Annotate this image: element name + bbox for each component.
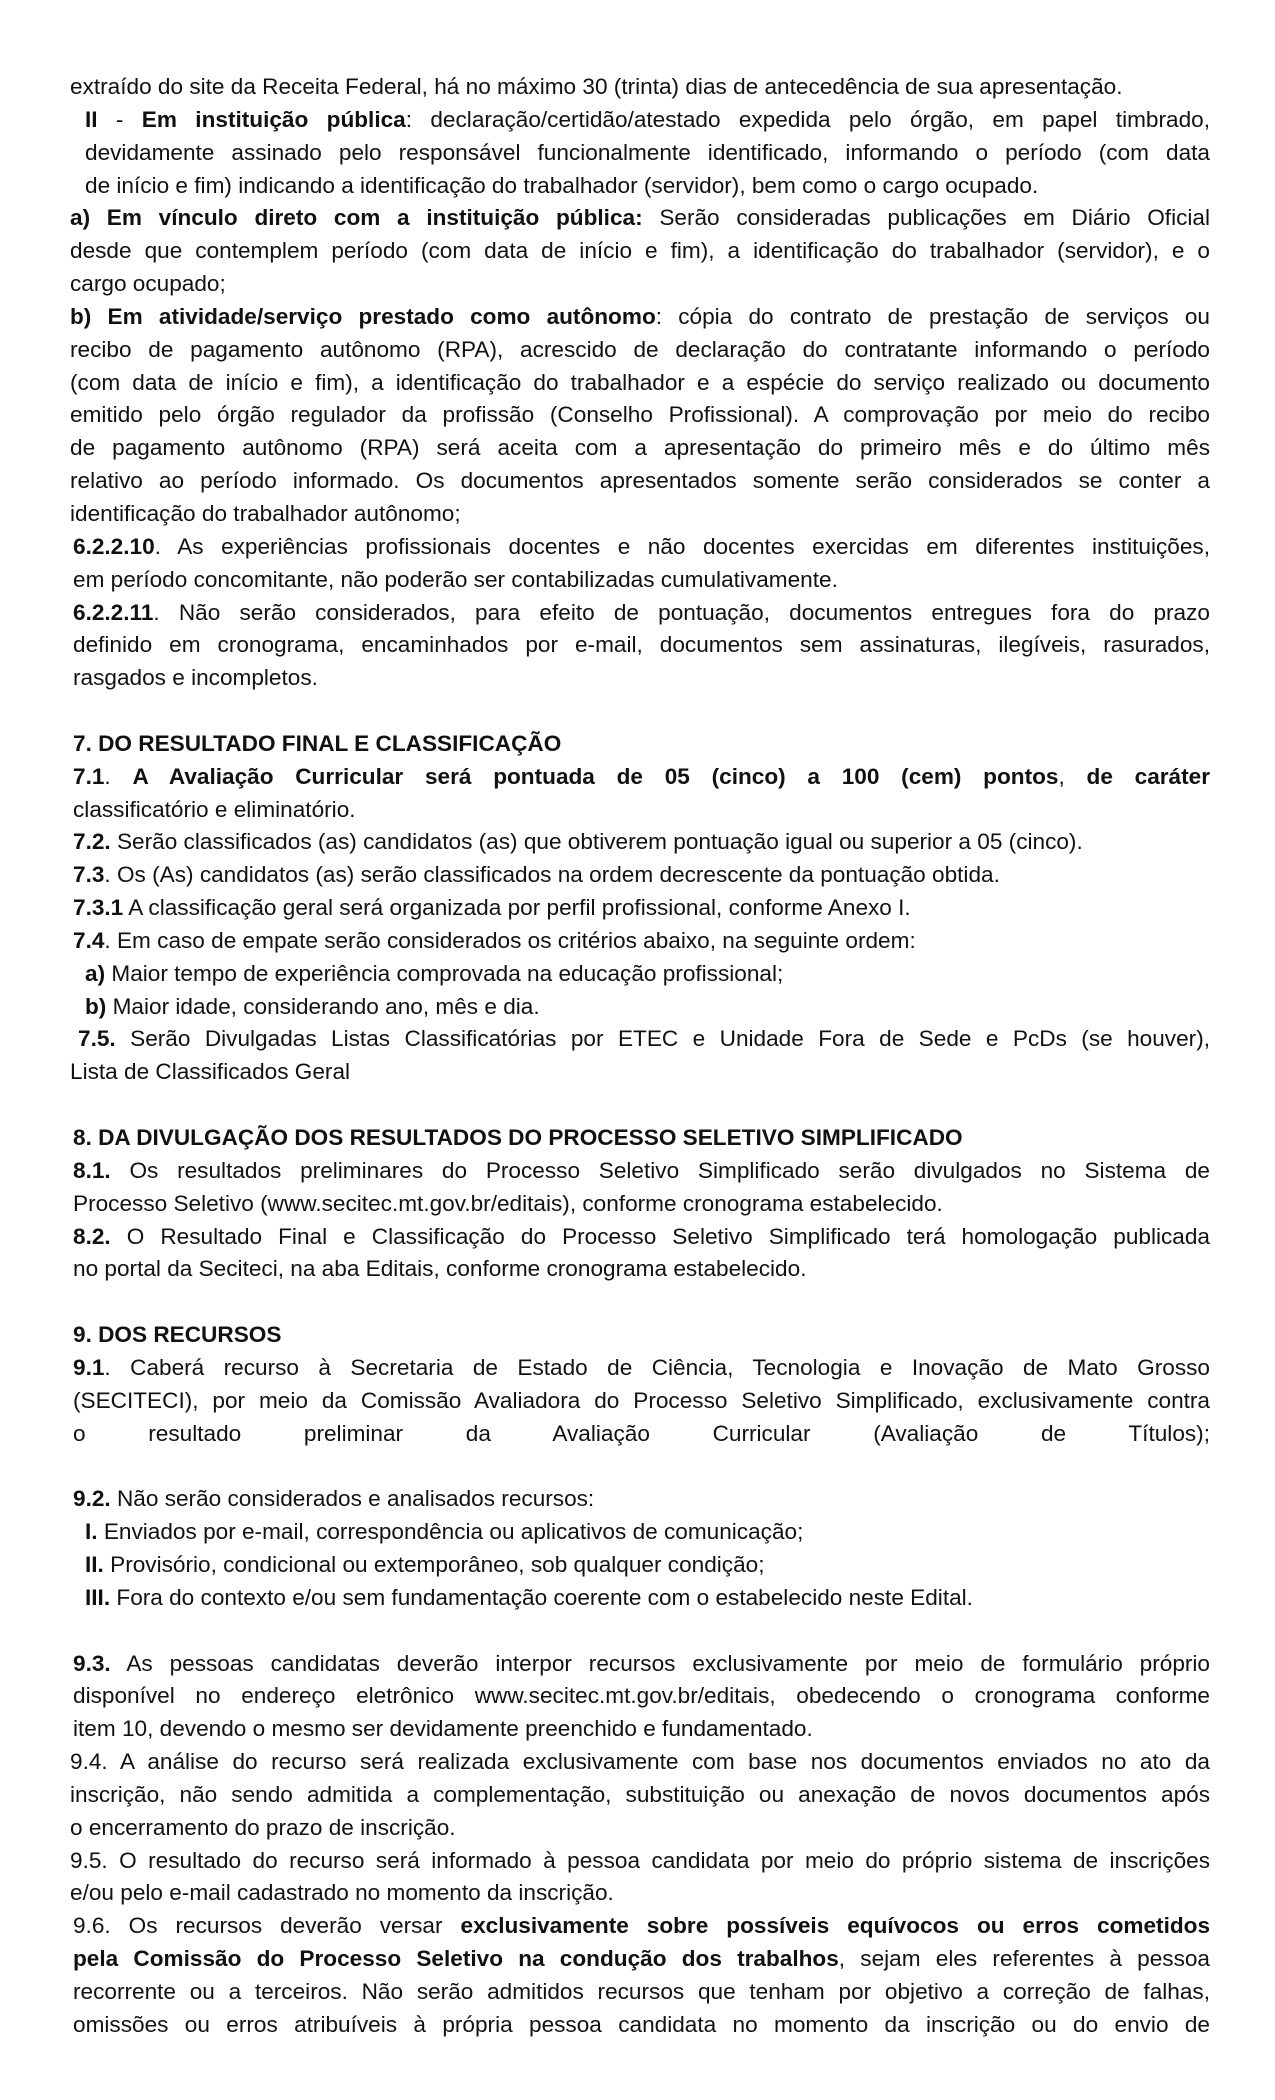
paragraph-line: desde que contemplem período (com data de início e fim), a identificação do trabalhador (servidor), e o <box>70 238 1210 264</box>
paragraph-line: e/ou pelo e-mail cadastrado no momento da inscrição. <box>70 1880 614 1906</box>
paragraph-line: Processo Seletivo (www.secitec.mt.gov.br/editais), conforme cronograma estabelecido. <box>73 1190 943 1216</box>
spacer <box>70 1450 1210 1483</box>
text: . Em caso de empate serão considerados os critérios abaixo, na seguinte ordem: <box>104 927 916 953</box>
clause-6-2-2-11 <box>70 597 1210 630</box>
text: Fora do contexto e/ou sem fundamentação coerente com o estabelecido neste Edital. <box>110 1584 973 1610</box>
paragraph-line: Lista de Classificados Geral <box>70 1059 351 1085</box>
clause-9-5: 9.5. O resultado do recurso será informado à pessoa candidata por meio do próprio sistema de inscrições <box>70 1847 1210 1873</box>
bold-text: pela Comissão do Processo Seletivo na condução dos trabalhos <box>73 1946 839 1972</box>
section-heading-9: 9. DOS RECURSOS <box>73 1322 282 1348</box>
paragraph-line: o resultado preliminar da Avaliação Curricular (Avaliação de Títulos); <box>73 1420 1210 1446</box>
criterion-b <box>70 991 1210 1024</box>
text: 9.6. Os recursos deverão versar <box>73 1913 461 1939</box>
paragraph-line: inscrição, não sendo admitida a complementação, substituição ou anexação de novos documentos após <box>70 1781 1210 1807</box>
text: Os resultados preliminares do Processo Seletivo Simplificado serão divulgados no Sistema de <box>110 1157 1210 1183</box>
clause-9-3 <box>70 1648 1210 1681</box>
item-II-public-institution <box>70 104 1210 137</box>
clause-9-4: 9.4. A análise do recurso será realizada exclusivamente com base nos documentos enviados no ato da <box>70 1749 1210 1775</box>
text: Serão classificados (as) candidatos (as) que obtiverem pontuação igual ou superior a 05 (cinco). <box>110 829 1083 855</box>
paragraph-line <box>70 1943 1210 1976</box>
clause-number: 9.1 <box>73 1354 105 1380</box>
text: Serão Divulgadas Listas Classificatórias por ETEC e Unidade Fora de Sede e PcDs (se houver), <box>115 1026 1210 1052</box>
clause-number: 8.2. <box>73 1223 111 1249</box>
spacer <box>70 1089 1210 1122</box>
paragraph-line: recorrente ou a terceiros. Não serão admitidos recursos que tenham por objetivo a correção de falhas, <box>73 1978 1210 2004</box>
paragraph-line: classificatório e eliminatório. <box>73 796 356 822</box>
paragraph-line: de início e fim) indicando a identificação do trabalhador (servidor), bem como o cargo ocupado. <box>85 172 1039 198</box>
item-label: III. <box>85 1584 111 1610</box>
criterion-a <box>70 958 1210 991</box>
separator: . <box>104 763 133 789</box>
paragraph-line: cargo ocupado; <box>70 271 226 297</box>
item-a-direct-link <box>70 202 1210 235</box>
item-title: b) Em atividade/serviço prestado como autônomo <box>70 303 656 329</box>
text: . As experiências profissionais docentes e não docentes exercidas em diferentes instituições, <box>154 533 1210 559</box>
paragraph-line: no portal da Seciteci, na aba Editais, conforme cronograma estabelecido. <box>73 1256 807 1282</box>
spacer <box>70 1615 1210 1648</box>
separator: - <box>97 106 142 132</box>
item-b-autonomous <box>70 301 1210 334</box>
clause-9-6 <box>70 1910 1210 1943</box>
clause-number: 9.2. <box>73 1486 111 1512</box>
separator: , <box>1058 763 1087 789</box>
text: . Não serão considerados, para efeito de pontuação, documentos entregues fora do prazo <box>153 599 1210 625</box>
clause-7-3 <box>70 859 1210 892</box>
clause-7-3-1 <box>70 892 1210 925</box>
bold-text: de caráter <box>1086 763 1210 789</box>
clause-number: 7.3 <box>73 862 105 888</box>
paragraph-line: o encerramento do prazo de inscrição. <box>70 1814 456 1840</box>
spacer <box>70 1286 1210 1319</box>
bold-text: A Avaliação Curricular será pontuada de 05 (cinco) a 100 (cem) pontos <box>132 763 1059 789</box>
clause-number: 7.5. <box>78 1026 116 1052</box>
paragraph-line: extraído do site da Receita Federal, há no máximo 30 (trinta) dias de antecedência de sua apresentação. <box>70 74 1123 99</box>
text: Maior tempo de experiência comprovada na educação profissional; <box>105 960 784 986</box>
clause-number: 7.3.1 <box>73 895 124 921</box>
clause-number: 8.1. <box>73 1157 111 1183</box>
paragraph-line: definido em cronograma, encaminhados por e-mail, documentos sem assinaturas, ilegíveis, rasurados, <box>73 632 1210 658</box>
paragraph-line: de pagamento autônomo (RPA) será aceita com a apresentação do primeiro mês e do último mês <box>70 435 1210 461</box>
clause-7-1 <box>70 761 1210 794</box>
paragraph-line: item 10, devendo o mesmo ser devidamente preenchido e fundamentado. <box>73 1716 813 1742</box>
clause-8-2 <box>70 1221 1210 1254</box>
criterion-label: a) <box>85 960 106 986</box>
clause-7-5 <box>70 1023 1210 1056</box>
bold-text: exclusivamente sobre possíveis equívocos ou erros cometidos <box>460 1913 1211 1939</box>
paragraph-line: rasgados e incompletos. <box>73 665 318 691</box>
clause-number: 7.4 <box>73 927 105 953</box>
text: Maior idade, considerando ano, mês e dia. <box>106 993 540 1019</box>
section-heading-7: 7. DO RESULTADO FINAL E CLASSIFICAÇÃO <box>73 730 562 756</box>
spacer <box>70 695 1210 728</box>
text: . Caberá recurso à Secretaria de Estado de Ciência, Tecnologia e Inovação de Mato Grosso <box>104 1354 1210 1380</box>
paragraph-line: recibo de pagamento autônomo (RPA), acrescido de declaração do contratante informando o período <box>70 336 1210 362</box>
text: : declaração/certidão/atestado expedida pelo órgão, em papel timbrado, <box>405 106 1210 132</box>
text: A classificação geral será organizada por perfil profissional, conforme Anexo I. <box>123 895 911 921</box>
text: Serão consideradas publicações em Diário Oficial <box>642 205 1211 231</box>
item-label: II <box>85 106 98 132</box>
document-page <box>70 71 1210 2042</box>
paragraph-line: relativo ao período informado. Os documentos apresentados somente serão considerados se conter a <box>70 468 1210 494</box>
text: O Resultado Final e Classificação do Processo Seletivo Simplificado terá homologação publicada <box>110 1223 1210 1249</box>
paragraph-line: identificação do trabalhador autônomo; <box>70 500 461 526</box>
paragraph-line: omissões ou erros atribuíveis à própria pessoa candidata no momento da inscrição ou do envio de <box>73 2011 1210 2037</box>
item-III <box>70 1582 1210 1615</box>
item-title: Em instituição pública <box>141 106 406 132</box>
paragraph-line: (SECITECI), por meio da Comissão Avaliadora do Processo Seletivo Simplificado, exclusivamente contra <box>73 1387 1210 1413</box>
clause-7-4 <box>70 925 1210 958</box>
clause-number: 6.2.2.10 <box>73 533 155 559</box>
clause-9-1 <box>70 1352 1210 1385</box>
item-title: a) Em vínculo direto com a instituição pública: <box>70 205 643 231</box>
clause-6-2-2-10 <box>70 531 1210 564</box>
item-label: I. <box>85 1519 98 1545</box>
text: : cópia do contrato de prestação de serviços ou <box>655 303 1210 329</box>
clause-number: 7.2. <box>73 829 111 855</box>
item-I <box>70 1516 1210 1549</box>
paragraph-line: (com data de início e fim), a identificação do trabalhador e a espécie do serviço realizado ou documento <box>70 369 1210 395</box>
text: As pessoas candidatas deverão interpor recursos exclusivamente por meio de formulário próprio <box>110 1650 1210 1676</box>
item-label: II. <box>85 1551 104 1577</box>
text: Não serão considerados e analisados recursos: <box>110 1486 595 1512</box>
paragraph-line: em período concomitante, não poderão ser contabilizadas cumulativamente. <box>73 566 838 592</box>
paragraph-line: disponível no endereço eletrônico www.secitec.mt.gov.br/editais, obedecendo o cronograma conforme <box>73 1683 1210 1709</box>
clause-number: 6.2.2.11 <box>73 599 154 625</box>
paragraph-line: devidamente assinado pelo responsável funcionalmente identificado, informando o período (com data <box>85 139 1210 165</box>
section-heading-8: 8. DA DIVULGAÇÃO DOS RESULTADOS DO PROCESSO SELETIVO SIMPLIFICADO <box>73 1125 963 1150</box>
clause-number: 7.1 <box>73 763 105 789</box>
text: , sejam eles referentes à pessoa <box>838 1946 1210 1972</box>
text: Enviados por e-mail, correspondência ou aplicativos de comunicação; <box>97 1519 804 1545</box>
clause-7-2 <box>70 826 1210 859</box>
clause-8-1 <box>70 1155 1210 1188</box>
item-II <box>70 1549 1210 1582</box>
text: Provisório, condicional ou extemporâneo, sob qualquer condição; <box>103 1551 765 1577</box>
text: . Os (As) candidatos (as) serão classificados na ordem decrescente da pontuação obtida. <box>104 862 1000 888</box>
criterion-label: b) <box>85 993 107 1019</box>
clause-number: 9.3. <box>73 1650 111 1676</box>
paragraph-line: emitido pelo órgão regulador da profissão (Conselho Profissional). A comprovação por meio do recibo <box>70 402 1210 428</box>
clause-9-2 <box>70 1483 1210 1516</box>
